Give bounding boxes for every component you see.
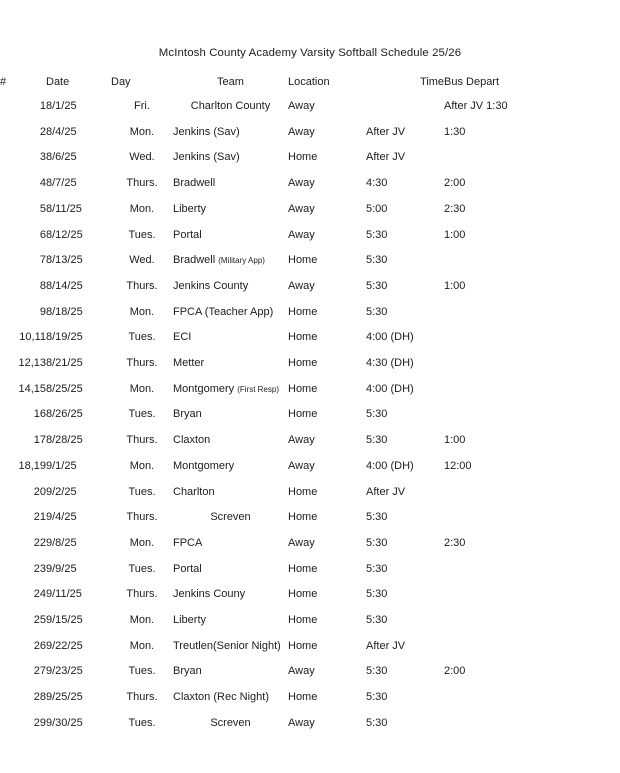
column-header-team: Team: [217, 76, 244, 88]
cell-team: [173, 634, 288, 660]
table-header-row: [0, 70, 620, 94]
cell-location: Away: [288, 536, 315, 549]
table-row: [0, 325, 620, 351]
cell-bus-depart: [444, 505, 620, 531]
cell-date: 8/25/25: [46, 382, 83, 395]
table-row: [0, 685, 620, 711]
team-name: Metter: [173, 357, 205, 370]
cell-time: 5:30: [366, 408, 388, 421]
team-name: Charlton: [173, 485, 215, 498]
cell-date: 8/28/25: [46, 434, 83, 447]
cell-time: 5:30: [366, 614, 388, 627]
team-name: Charlton County: [190, 100, 271, 112]
cell-bus-depart: 2:00: [444, 665, 466, 678]
cell-team: [173, 659, 288, 685]
cell-team: [173, 171, 288, 197]
cell-team: [173, 300, 288, 326]
cell-day: Mon.: [129, 305, 155, 318]
table-row: [0, 171, 620, 197]
cell-bus-depart: [444, 582, 620, 608]
column-header-day: Day: [111, 76, 131, 88]
cell-day: Tues.: [128, 562, 156, 575]
cell-day: Tues.: [128, 228, 156, 241]
cell-bus-depart: 1:00: [444, 434, 466, 447]
cell-team: [173, 145, 288, 171]
cell-date: 8/18/25: [46, 305, 83, 318]
cell-location: Away: [288, 125, 315, 138]
team-name: Liberty: [173, 614, 207, 627]
cell-day: Wed.: [129, 151, 155, 164]
team-name: Jenkins (Sav): [173, 151, 240, 164]
team-name: Bradwell: [173, 254, 216, 267]
cell-number: 16: [33, 408, 46, 421]
cell-time: After JV: [366, 151, 406, 164]
cell-number: 12,13: [18, 357, 46, 370]
cell-day: Mon.: [129, 459, 155, 472]
cell-date: 9/2/25: [46, 485, 77, 498]
cell-date: 8/11/25: [46, 202, 82, 215]
cell-time: After JV: [366, 485, 406, 498]
cell-location: Home: [288, 691, 318, 704]
table-row: [0, 428, 620, 454]
cell-day: Tues.: [128, 665, 156, 678]
cell-date: 8/6/25: [46, 151, 77, 164]
cell-day: Tues.: [128, 716, 156, 729]
cell-date: 8/21/25: [46, 357, 83, 370]
team-note: (Military App): [218, 256, 265, 266]
cell-day: Mon.: [129, 382, 155, 395]
table-row: [0, 300, 620, 326]
cell-bus-depart: After JV 1:30: [444, 100, 508, 112]
cell-number: 24: [33, 588, 46, 601]
cell-bus-depart: [444, 608, 620, 634]
cell-bus-depart: [444, 402, 620, 428]
cell-number: 5: [39, 202, 46, 215]
cell-bus-depart: 1:00: [444, 228, 466, 241]
cell-location: Home: [288, 408, 318, 421]
team-name: Montgomery: [173, 382, 235, 395]
cell-time: 5:30: [366, 511, 388, 524]
team-name: Claxton: [173, 434, 211, 447]
cell-team: [173, 685, 288, 711]
cell-bus-depart: [444, 300, 620, 326]
cell-date: 9/11/25: [46, 588, 82, 601]
cell-location: Away: [288, 279, 315, 292]
cell-date: 9/25/25: [46, 691, 83, 704]
cell-team: [173, 608, 288, 634]
cell-number: 17: [33, 434, 46, 447]
cell-date: 8/1/25: [46, 100, 77, 112]
table-row: [0, 582, 620, 608]
cell-location: Home: [288, 588, 318, 601]
cell-day: Thurs.: [126, 279, 158, 292]
cell-time: 5:30: [366, 305, 388, 318]
cell-date: 8/4/25: [46, 125, 77, 138]
team-name: FPCA: [173, 536, 203, 549]
cell-team: [173, 557, 288, 583]
cell-time: 5:30: [366, 716, 388, 729]
cell-time: 5:00: [366, 202, 388, 215]
cell-day: Thurs.: [126, 434, 158, 447]
cell-time: 5:30: [366, 434, 388, 447]
team-name: Montgomery: [173, 459, 235, 472]
table-row: [0, 454, 620, 480]
table-body: [0, 94, 620, 737]
cell-number: 7: [39, 254, 46, 267]
cell-time: 4:30 (DH): [366, 357, 414, 370]
cell-date: 9/15/25: [46, 614, 83, 627]
cell-date: 9/8/25: [46, 536, 77, 549]
cell-team: [173, 480, 288, 506]
cell-team: [173, 274, 288, 300]
cell-location: Home: [288, 254, 318, 267]
cell-bus-depart: 2:00: [444, 177, 466, 190]
cell-team: [173, 711, 288, 737]
cell-location: Away: [288, 202, 315, 215]
cell-date: 8/13/25: [46, 254, 83, 267]
table-row: [0, 223, 620, 249]
cell-number: 18,19: [18, 459, 46, 472]
cell-time: 4:00 (DH): [366, 459, 414, 472]
table-row: [0, 145, 620, 171]
cell-location: Home: [288, 562, 318, 575]
table-row: [0, 557, 620, 583]
table-row: [0, 120, 620, 146]
cell-day: Thurs.: [126, 357, 158, 370]
column-header-date: Date: [46, 76, 70, 88]
cell-time: After JV: [366, 125, 406, 138]
cell-team: [173, 248, 288, 274]
cell-day: Tues.: [128, 331, 156, 344]
cell-team: [173, 428, 288, 454]
table-row: [0, 248, 620, 274]
team-name: Screven: [210, 511, 251, 524]
cell-time: 5:30: [366, 254, 388, 267]
cell-number: 29: [33, 716, 46, 729]
cell-location: Home: [288, 151, 318, 164]
team-name: Portal: [173, 562, 202, 575]
column-header-bus-depart: Bus Depart: [444, 76, 500, 88]
cell-number: 28: [33, 691, 46, 704]
team-name: Claxton (Rec Night): [173, 691, 269, 704]
cell-bus-depart: 2:30: [444, 202, 466, 215]
cell-location: Away: [288, 177, 315, 190]
team-name: Jenkins County: [173, 279, 249, 292]
cell-location: Home: [288, 639, 318, 652]
team-name: Bryan: [173, 665, 202, 678]
team-name: FPCA (Teacher App): [173, 305, 274, 318]
cell-day: Fri.: [134, 100, 150, 112]
table-row: [0, 711, 620, 737]
cell-team: [173, 223, 288, 249]
cell-location: Away: [288, 228, 315, 241]
cell-time: 5:30: [366, 228, 388, 241]
cell-bus-depart: 1:00: [444, 279, 466, 292]
cell-location: Away: [288, 100, 315, 112]
cell-team: [173, 454, 288, 480]
cell-location: Away: [288, 459, 315, 472]
cell-bus-depart: [444, 377, 620, 403]
cell-number: 25: [33, 614, 46, 627]
cell-team: [173, 505, 288, 531]
cell-date: 9/1/25: [46, 459, 77, 472]
team-name: ECI: [173, 331, 192, 344]
cell-location: Home: [288, 485, 318, 498]
cell-date: 9/23/25: [46, 665, 83, 678]
cell-bus-depart: [444, 557, 620, 583]
cell-day: Thurs.: [126, 511, 158, 524]
cell-bus-depart: [444, 711, 620, 737]
cell-date: 8/14/25: [46, 279, 83, 292]
cell-location: Away: [288, 716, 315, 729]
cell-location: Away: [288, 434, 315, 447]
cell-day: Mon.: [129, 639, 155, 652]
cell-bus-depart: [444, 480, 620, 506]
cell-date: 8/7/25: [46, 177, 77, 190]
cell-location: Home: [288, 305, 318, 318]
cell-bus-depart: [444, 634, 620, 660]
team-note: (First Resp): [237, 384, 279, 394]
cell-day: Tues.: [128, 485, 156, 498]
table-row: [0, 197, 620, 223]
cell-team: [173, 531, 288, 557]
cell-bus-depart: [444, 248, 620, 274]
cell-team: [173, 351, 288, 377]
cell-time: 5:30: [366, 691, 388, 704]
cell-location: Home: [288, 382, 318, 395]
cell-time: 5:30: [366, 588, 388, 601]
table-row: [0, 402, 620, 428]
cell-number: 20: [33, 485, 46, 498]
cell-number: 21: [33, 511, 46, 524]
cell-day: Tues.: [128, 408, 156, 421]
cell-location: Away: [288, 665, 315, 678]
cell-number: 3: [39, 151, 46, 164]
table-row: [0, 505, 620, 531]
cell-day: Mon.: [129, 125, 155, 138]
team-name: Screven: [210, 716, 251, 729]
cell-location: Home: [288, 331, 318, 344]
cell-day: Thurs.: [126, 588, 158, 601]
cell-team: [173, 377, 288, 403]
cell-team: [173, 197, 288, 223]
table-row: [0, 608, 620, 634]
team-name: Jenkins (Sav): [173, 125, 240, 138]
cell-number: 27: [33, 665, 46, 678]
cell-time: After JV: [366, 639, 406, 652]
cell-day: Mon.: [129, 202, 155, 215]
cell-day: Mon.: [129, 614, 155, 627]
cell-day: Wed.: [129, 254, 155, 267]
cell-bus-depart: 12:00: [444, 459, 472, 472]
cell-date: 9/4/25: [46, 511, 77, 524]
team-name: Treutlen(Senior Night): [173, 639, 281, 652]
team-name: Bryan: [173, 408, 202, 421]
cell-bus-depart: [444, 685, 620, 711]
team-name: Liberty: [173, 202, 207, 215]
cell-number: 8: [39, 279, 46, 292]
cell-number: 2: [39, 125, 46, 138]
page-title: McIntosh County Academy Varsity Softball Schedule 25/26: [158, 47, 462, 59]
cell-team: [173, 94, 288, 120]
table-header: [0, 70, 620, 94]
table-row: [0, 94, 620, 120]
table-row: [0, 634, 620, 660]
table-row: [0, 480, 620, 506]
cell-bus-depart: 1:30: [444, 125, 466, 138]
cell-date: 9/22/25: [46, 639, 83, 652]
table-row: [0, 351, 620, 377]
cell-team: [173, 120, 288, 146]
cell-number: 10,11: [19, 331, 46, 344]
table-row: [0, 274, 620, 300]
cell-date: 9/9/25: [46, 562, 77, 575]
cell-number: 4: [39, 177, 46, 190]
cell-date: 9/30/25: [46, 716, 83, 729]
team-name: Jenkins Couny: [173, 588, 246, 601]
cell-team: [173, 402, 288, 428]
cell-location: Home: [288, 357, 318, 370]
column-header-location: Location: [288, 76, 330, 88]
column-header-time: Time: [419, 76, 444, 88]
cell-time: 4:30: [366, 177, 388, 190]
cell-time: 5:30: [366, 536, 388, 549]
team-name: Bradwell: [173, 177, 216, 190]
cell-team: [173, 325, 288, 351]
table-row: [0, 659, 620, 685]
cell-number: 23: [33, 562, 46, 575]
cell-number: 26: [33, 639, 46, 652]
cell-number: 6: [39, 228, 46, 241]
cell-time: 4:00 (DH): [366, 331, 414, 344]
cell-team: [173, 582, 288, 608]
table-row: [0, 531, 620, 557]
cell-date: 8/19/25: [46, 331, 83, 344]
cell-time: 5:30: [366, 279, 388, 292]
schedule-table: [0, 70, 620, 737]
cell-bus-depart: [444, 145, 620, 171]
cell-location: Home: [288, 511, 318, 524]
column-header-number: #: [0, 76, 7, 88]
cell-time: 5:30: [366, 665, 388, 678]
cell-bus-depart: [444, 325, 620, 351]
cell-time: 4:00 (DH): [366, 382, 414, 395]
cell-number: 9: [39, 305, 46, 318]
team-name: Portal: [173, 228, 202, 241]
cell-number: 22: [33, 536, 46, 549]
cell-location: Home: [288, 614, 318, 627]
cell-number: 1: [39, 100, 46, 112]
cell-number: 14,15: [18, 382, 46, 395]
cell-day: Mon.: [129, 536, 155, 549]
cell-time: [366, 94, 444, 120]
cell-day: Thurs.: [126, 691, 158, 704]
cell-day: Thurs.: [126, 177, 158, 190]
cell-date: 8/12/25: [46, 228, 83, 241]
cell-bus-depart: [444, 351, 620, 377]
cell-date: 8/26/25: [46, 408, 83, 421]
table-row: [0, 377, 620, 403]
cell-bus-depart: 2:30: [444, 536, 466, 549]
cell-time: 5:30: [366, 562, 388, 575]
